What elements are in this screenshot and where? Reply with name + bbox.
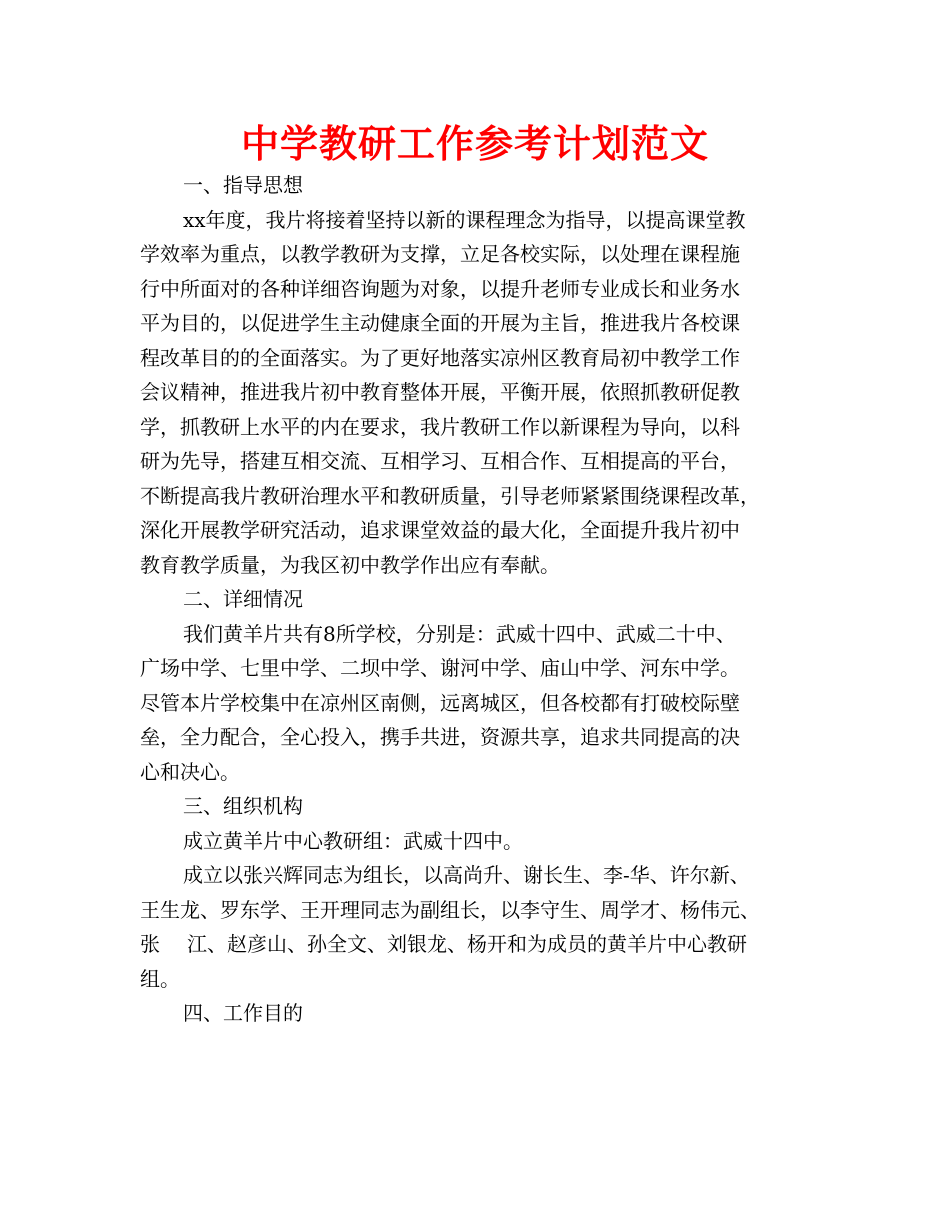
- member-list-text: 江、赵彦山、孙全文、刘银龙、杨开和为成员的黄羊片中心教研: [187, 932, 747, 956]
- paragraph-line: 不断提高我片教研治理水平和教研质量，引导老师紧紧围绕课程改革，: [140, 483, 760, 508]
- section-heading-4: 四、工作目的: [183, 1001, 303, 1025]
- paragraph-line: 垒，全力配合，全心投入，携手共进，资源共享，追求共同提高的决: [140, 725, 740, 749]
- paragraph-line: 会议精神，推进我片初中教育整体开展，平衡开展，依照抓教研促教: [140, 380, 740, 404]
- section-heading-2: 二、详细情况: [183, 587, 303, 611]
- paragraph-line: [140, 927, 830, 962]
- paragraph-line: 学效率为重点，以教学教研为支撑，立足各校实际，以处理在课程施: [140, 242, 740, 266]
- paragraph-line: 广场中学、七里中学、二坝中学、谢河中学、庙山中学、河东中学。: [140, 656, 740, 680]
- paragraph-line: xx年度，我片将接着坚持以新的课程理念为指导，以提高课堂教: [183, 207, 746, 232]
- paragraph-line: 组。: [140, 966, 180, 991]
- paragraph-line: 行中所面对的各种详细咨询题为对象，以提升老师专业成长和业务水: [140, 276, 740, 301]
- paragraph-line: 程改革目的的全面落实。为了更好地落实凉州区教育局初中教学工作: [140, 345, 740, 370]
- paragraph-line: 王生龙、罗东学、王开理同志为副组长，以李守生、周学才、杨伟元、: [140, 897, 760, 922]
- paragraph-line: 成立以张兴辉同志为组长，以高尚升、谢长生、李-华、许尔新、: [183, 863, 750, 887]
- paragraph-line: 教育教学质量，为我区初中教学作出应有奉献。: [140, 552, 560, 577]
- paragraph-line: 尽管本片学校集中在凉州区南侧，远离城区，但各校都有打破校际壁: [140, 690, 740, 715]
- section-heading-1: 一、指导思想: [183, 173, 303, 197]
- paragraph-line: 平为目的，以促进学生主动健康全面的开展为主旨，推进我片各校课: [140, 311, 740, 335]
- paragraph-line: 深化开展教学研究活动，追求课堂效益的最大化，全面提升我片初中: [140, 518, 740, 542]
- member-name-prefix: 张: [140, 932, 160, 956]
- paragraph-line: 我们黄羊片共有8所学校，分别是：武威十四中、武威二十中、: [183, 621, 736, 646]
- paragraph-line: 学，抓教研上水平的内在要求，我片教研工作以新课程为导向，以科: [140, 414, 740, 439]
- paragraph-line: 研为先导，搭建互相交流、互相学习、互相合作、互相提高的平台，: [140, 449, 740, 473]
- document-title: 中学教研工作参考计划范文: [240, 122, 709, 166]
- paragraph-line: 成立黄羊片中心教研组：武威十四中。: [183, 828, 523, 853]
- paragraph-line: 心和决心。: [140, 759, 240, 784]
- section-heading-3: 三、组织机构: [183, 794, 303, 818]
- document-body: [140, 168, 830, 1031]
